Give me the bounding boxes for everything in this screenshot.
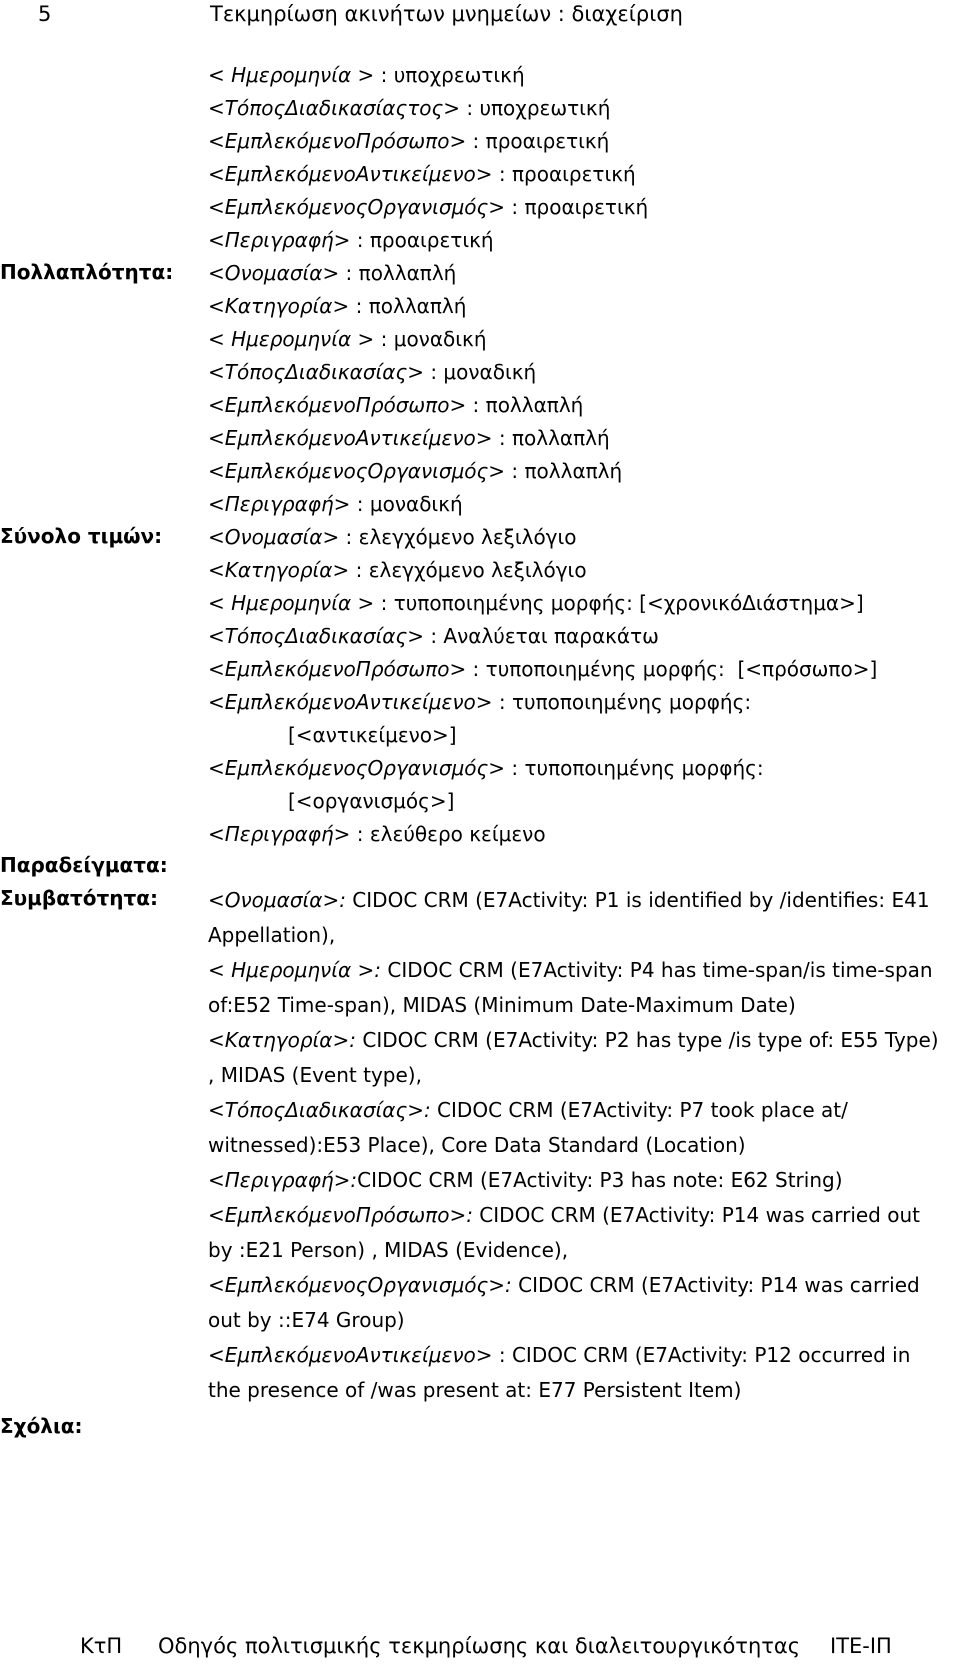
field-value: : προαιρετική (350, 228, 494, 252)
compatibility-entry (208, 1268, 948, 1338)
field-name: <ΕμπλεκόμενοςΟργανισμός> (208, 195, 506, 219)
field-line (208, 195, 648, 219)
field-name: <Περιγραφή> (208, 492, 351, 516)
field-name: < Ημερομηνία > (208, 63, 375, 87)
field-value: : πολλαπλή (349, 294, 467, 318)
field-name: <ΕμπλεκόμενοΠρόσωπο> (208, 129, 467, 153)
label-multiplicity: Πολλαπλότητα: (0, 260, 174, 284)
field-line (208, 129, 609, 153)
field-name: <ΕμπλεκόμενοΠρόσωπο> (208, 657, 467, 681)
field-line (208, 261, 456, 285)
field-value: [<αντικείμενο>] (288, 723, 457, 747)
field-mapping: CIDOC CRM (E7Activity: P4 has time-span/is time-span of:E52 Time-span), MIDAS (Minimum Date-Maximum Date) (208, 958, 933, 1017)
running-title: Τεκμηρίωση ακινήτων μνημείων : διαχείριση (210, 2, 683, 26)
field-name: <ΕμπλεκόμενοΠρόσωπο> (208, 393, 467, 417)
field-name: <ΤόποςΔιαδικασίας> (208, 624, 424, 648)
field-value: : ελεγχόμενο λεξιλόγιο (349, 558, 587, 582)
field-value: : πολλαπλή (466, 393, 584, 417)
field-value: : τυποποιημένης μορφής: (492, 690, 752, 714)
page-number: 5 (38, 2, 52, 26)
field-name: <Κατηγορία>: (208, 1028, 356, 1052)
field-value: : προαιρετική (505, 195, 649, 219)
field-value: : προαιρετική (466, 129, 610, 153)
field-mapping: CIDOC CRM (E7Activity: P14 was carried out by ::E74 Group) (208, 1273, 920, 1332)
field-line (208, 591, 864, 615)
field-name: <ΕμπλεκόμενοςΟργανισμός> (208, 459, 506, 483)
field-line (208, 63, 525, 87)
field-name: <ΕμπλεκόμενοςΟργανισμός> (208, 756, 506, 780)
field-value: : πολλαπλή (505, 459, 623, 483)
field-value: : ελεύθερο κείμενο (350, 822, 546, 846)
field-name: <Ονομασία> (208, 261, 340, 285)
field-line (208, 558, 587, 582)
footer-guide-title: Οδηγός πολιτισμικής τεκμηρίωσης και διαλειτουργικότητας (158, 1634, 801, 1658)
field-value: : προαιρετική (492, 162, 636, 186)
field-value: : μοναδική (423, 360, 537, 384)
field-name: <Ονομασία>: (208, 888, 346, 912)
field-line (208, 756, 764, 780)
field-value: : τυποποιημένης μορφής: (505, 756, 764, 780)
field-name: < Ημερομηνία >: (208, 958, 381, 982)
field-name: <ΕμπλεκόμενοΑντικείμενο> (208, 1343, 493, 1367)
compatibility-entry (208, 953, 948, 1023)
field-mapping: CIDOC CRM (E7Activity: P14 was carried out by :E21 Person) , MIDAS (Evidence), (208, 1203, 920, 1262)
field-mapping: CIDOC CRM (E7Activity: P3 has note: E62 String) (357, 1168, 843, 1192)
field-name: <Περιγραφή> (208, 228, 351, 252)
field-line (208, 162, 636, 186)
field-name: <ΕμπλεκόμενοΑντικείμενο> (208, 162, 493, 186)
field-line (208, 624, 659, 648)
field-value: : υποχρεωτική (374, 63, 525, 87)
field-line (208, 426, 610, 450)
field-line (208, 822, 546, 846)
label-examples: Παραδείγματα: (0, 853, 168, 877)
field-name: <Ονομασία> (208, 525, 340, 549)
field-mapping: CIDOC CRM (E7Activity: P2 has type /is type of: E55 Type) , MIDAS (Event type), (208, 1028, 939, 1087)
field-line (208, 459, 622, 483)
field-line (288, 723, 457, 747)
compatibility-entry (208, 1198, 948, 1268)
field-line (208, 525, 577, 549)
field-mapping: : CIDOC CRM (E7Activity: P12 occurred in the presence of /was present at: E77 Persistent Item) (208, 1343, 911, 1402)
field-name: < Ημερομηνία > (208, 327, 375, 351)
field-value: : πολλαπλή (339, 261, 457, 285)
compatibility-entry (208, 883, 948, 953)
field-name: <ΕμπλεκόμενοΑντικείμενο> (208, 690, 493, 714)
compatibility-entry (208, 1023, 948, 1093)
field-name: <ΕμπλεκόμενοςΟργανισμός>: (208, 1273, 512, 1297)
field-name: <ΕμπλεκόμενοΠρόσωπο>: (208, 1203, 473, 1227)
field-value: [<οργανισμός>] (288, 789, 455, 813)
compatibility-entry (208, 1093, 948, 1163)
label-value-set: Σύνολο τιμών: (0, 524, 163, 548)
field-name: <Κατηγορία> (208, 558, 350, 582)
label-compatibility: Συμβατότητα: (0, 886, 158, 910)
field-line (208, 492, 463, 516)
field-mapping: CIDOC CRM (E7Activity: P1 is identified by /identifies: E41 Appellation), (208, 888, 930, 947)
field-line (208, 327, 487, 351)
field-line (208, 360, 536, 384)
compatibility-text (208, 883, 948, 1408)
field-value: : υποχρεωτική (459, 96, 611, 120)
field-value: : μοναδική (374, 327, 487, 351)
field-name: <ΤόποςΔιαδικασίαςτος> (208, 96, 460, 120)
compatibility-entry (208, 1163, 948, 1198)
label-comments: Σχόλια: (0, 1414, 83, 1438)
field-value: : τυποποιημένης μορφής: [<χρονικόΔιάστημα>] (374, 591, 864, 615)
compatibility-entry (208, 1338, 948, 1408)
field-name: <ΕμπλεκόμενοΑντικείμενο> (208, 426, 493, 450)
footer-abbrev: ΚτΠ (80, 1634, 123, 1658)
field-name: <ΤόποςΔιαδικασίας>: (208, 1098, 431, 1122)
footer-institute: ΙΤΕ-ΙΠ (830, 1634, 892, 1658)
field-line (208, 393, 583, 417)
field-value: : πολλαπλή (492, 426, 610, 450)
field-name: <Περιγραφή>: (208, 1168, 358, 1192)
field-line (208, 228, 494, 252)
field-name: <ΤόποςΔιαδικασίας> (208, 360, 424, 384)
field-line (208, 294, 466, 318)
field-value: : Αναλύεται παρακάτω (423, 624, 659, 648)
field-value: : ελεγχόμενο λεξιλόγιο (339, 525, 577, 549)
field-line (208, 690, 751, 714)
field-name: < Ημερομηνία > (208, 591, 375, 615)
field-value: : μοναδική (350, 492, 463, 516)
field-line (208, 96, 610, 120)
field-name: <Περιγραφή> (208, 822, 351, 846)
field-mapping: CIDOC CRM (E7Activity: P7 took place at/ witnessed):E53 Place), Core Data Standard (Location) (208, 1098, 848, 1157)
field-line (208, 657, 877, 681)
field-value: : τυποποιημένης μορφής: [<πρόσωπο>] (466, 657, 878, 681)
field-line (288, 789, 454, 813)
field-name: <Κατηγορία> (208, 294, 350, 318)
